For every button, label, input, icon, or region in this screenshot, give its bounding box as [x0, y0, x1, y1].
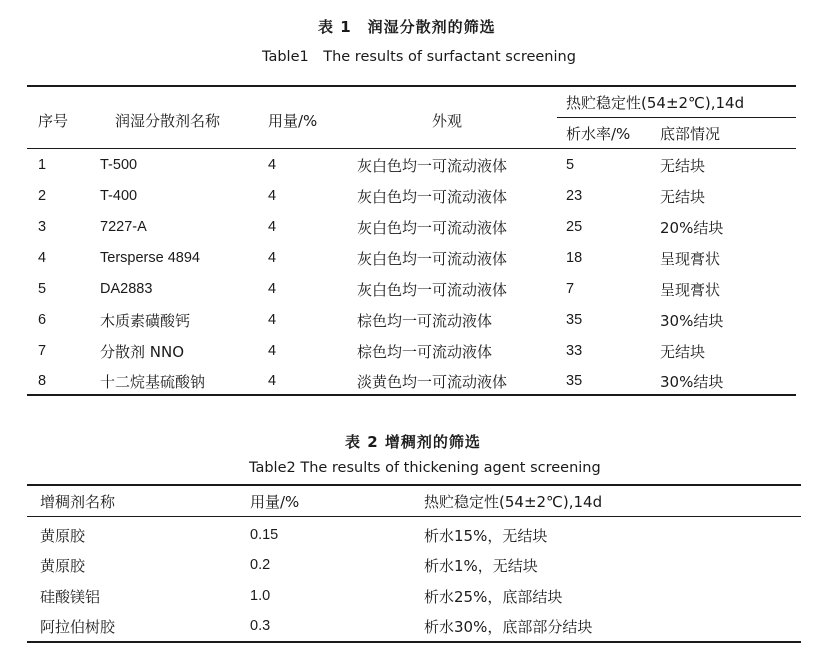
table1-row4-bottom: 呈现膏状	[660, 250, 721, 268]
table1-header-name: 润湿分散剂名称	[115, 112, 221, 130]
table1-row6-separation: 35	[566, 312, 583, 328]
table1-row1-dosage: 4	[268, 157, 277, 173]
table1-row8-name: 十二烷基硫酸钠	[100, 373, 206, 391]
table1-row4-dosage: 4	[268, 250, 277, 266]
table1-row6-appearance: 棕色均一可流动液体	[357, 312, 493, 330]
table1-row7-separation: 33	[566, 343, 583, 359]
table2-row3-dosage: 1.0	[250, 588, 271, 604]
table1-row3-name: 7227-A	[100, 219, 147, 235]
table2-row4-dosage: 0.3	[250, 618, 271, 634]
table2-title-en: Table2 The results of thickening agent screening	[249, 460, 601, 476]
table1-row1-bottom: 无结块	[660, 157, 706, 175]
table1-row4-appearance: 灰白色均一可流动液体	[357, 250, 508, 268]
table1-row5-separation: 7	[566, 281, 575, 297]
table2-row1-stability: 析水15%，无结块	[424, 527, 548, 545]
table1-row8-dosage: 4	[268, 373, 277, 389]
table2-row2-name: 黄原胶	[40, 557, 86, 575]
table1-row5-index: 5	[38, 281, 47, 297]
table1-header-dosage: 用量/%	[268, 112, 318, 130]
table2-top-rule	[27, 484, 801, 486]
table1-row7-bottom: 无结块	[660, 343, 706, 361]
table1-row2-name: T-400	[100, 188, 138, 204]
table1-row2-separation: 23	[566, 188, 583, 204]
table2-header-dosage: 用量/%	[250, 493, 300, 511]
table1-row2-appearance: 灰白色均一可流动液体	[357, 188, 508, 206]
table1-row8-appearance: 淡黄色均一可流动液体	[357, 373, 508, 391]
table2-row1-dosage: 0.15	[250, 527, 279, 543]
table1-row5-dosage: 4	[268, 281, 277, 297]
table1-row7-dosage: 4	[268, 343, 277, 359]
table2-row4-stability: 析水30%，底部部分结块	[424, 618, 593, 636]
table1-header-bottom: 底部情况	[660, 125, 721, 143]
table1-row3-bottom: 20%结块	[660, 219, 724, 237]
table1-row2-index: 2	[38, 188, 47, 204]
table1-header-rule	[27, 148, 796, 149]
table1-row3-dosage: 4	[268, 219, 277, 235]
table1-row6-name: 木质素磺酸钙	[100, 312, 191, 330]
table1-row1-index: 1	[38, 157, 47, 173]
table1-row2-bottom: 无结块	[660, 188, 706, 206]
table1-row3-index: 3	[38, 219, 47, 235]
table1-row6-bottom: 30%结块	[660, 312, 724, 330]
table1-row7-appearance: 棕色均一可流动液体	[357, 343, 493, 361]
table1-row5-bottom: 呈现膏状	[660, 281, 721, 299]
table1-header-index: 序号	[38, 112, 69, 130]
table2-row2-dosage: 0.2	[250, 557, 271, 573]
table1-row6-dosage: 4	[268, 312, 277, 328]
table1-header-stability: 热贮稳定性(54±2℃),14d	[566, 94, 745, 112]
table1-row1-name: T-500	[100, 157, 138, 173]
table1-row4-name: Tersperse 4894	[100, 250, 200, 266]
table1-row8-index: 8	[38, 373, 47, 389]
table2-title-cn: 表 2 增稠剂的筛选	[345, 433, 481, 451]
table2-header-rule	[27, 516, 801, 517]
table2-row3-name: 硅酸镁铝	[40, 588, 101, 606]
table1-row3-separation: 25	[566, 219, 583, 235]
table1-header-separation: 析水率/%	[566, 125, 631, 143]
table1-title-en: Table1 The results of surfactant screening	[262, 49, 576, 65]
table1-row4-separation: 18	[566, 250, 583, 266]
table2-row4-name: 阿拉伯树胶	[40, 618, 116, 636]
table1-row7-name: 分散剂 NNO	[100, 343, 185, 361]
table1-subheader-rule	[557, 117, 796, 118]
table2-row2-stability: 析水1%，无结块	[424, 557, 538, 575]
table1-row8-bottom: 30%结块	[660, 373, 724, 391]
table1-row4-index: 4	[38, 250, 47, 266]
table1-title-cn: 表 1 润湿分散剂的筛选	[318, 18, 496, 36]
table1-row3-appearance: 灰白色均一可流动液体	[357, 219, 508, 237]
table2-bottom-rule	[27, 641, 801, 643]
table1-header-appearance: 外观	[432, 112, 463, 130]
table1-row8-separation: 35	[566, 373, 583, 389]
table1-row1-separation: 5	[566, 157, 575, 173]
table1-row1-appearance: 灰白色均一可流动液体	[357, 157, 508, 175]
table1-top-rule	[27, 85, 796, 87]
table2-row3-stability: 析水25%，底部结块	[424, 588, 563, 606]
table1-row5-appearance: 灰白色均一可流动液体	[357, 281, 508, 299]
table2-header-name: 增稠剂名称	[40, 493, 116, 511]
table1-row5-name: DA2883	[100, 281, 153, 297]
table1-row7-index: 7	[38, 343, 47, 359]
table2-header-stability: 热贮稳定性(54±2℃),14d	[424, 493, 603, 511]
table1-row6-index: 6	[38, 312, 47, 328]
table2-row1-name: 黄原胶	[40, 527, 86, 545]
table1-row2-dosage: 4	[268, 188, 277, 204]
table1-bottom-rule	[27, 394, 796, 396]
